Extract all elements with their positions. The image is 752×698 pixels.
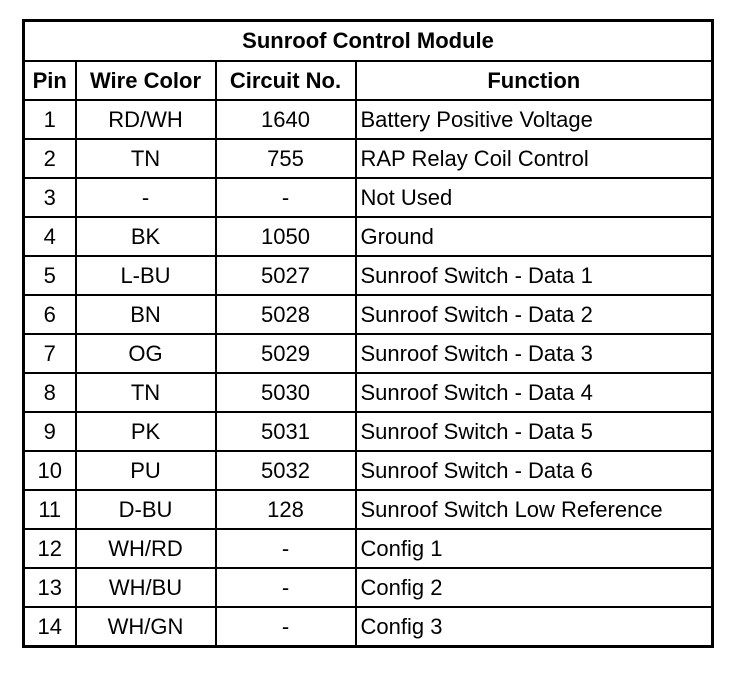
pin-cell: 12 (24, 529, 76, 568)
function-cell: Ground (356, 217, 713, 256)
header-circuit-no: Circuit No. (216, 61, 356, 100)
pin-cell: 7 (24, 334, 76, 373)
circuit-number-cell: 5029 (216, 334, 356, 373)
pin-cell: 9 (24, 412, 76, 451)
table-row (24, 178, 713, 217)
function-cell: Sunroof Switch - Data 1 (356, 256, 713, 295)
function-cell: Sunroof Switch - Data 3 (356, 334, 713, 373)
circuit-number-cell: - (216, 607, 356, 647)
pin-cell: 3 (24, 178, 76, 217)
circuit-number-cell: 5031 (216, 412, 356, 451)
table-row (24, 412, 713, 451)
function-cell: Config 1 (356, 529, 713, 568)
table-row (24, 139, 713, 178)
function-cell: Sunroof Switch Low Reference (356, 490, 713, 529)
wire-color-cell: WH/RD (76, 529, 216, 568)
table-row (24, 295, 713, 334)
table-row (24, 529, 713, 568)
function-cell: RAP Relay Coil Control (356, 139, 713, 178)
pin-cell: 14 (24, 607, 76, 647)
function-cell: Sunroof Switch - Data 4 (356, 373, 713, 412)
header-pin: Pin (24, 61, 76, 100)
circuit-number-cell: - (216, 568, 356, 607)
function-cell: Sunroof Switch - Data 2 (356, 295, 713, 334)
table-title: Sunroof Control Module (24, 21, 713, 62)
table-row (24, 100, 713, 139)
pin-cell: 8 (24, 373, 76, 412)
header-function: Function (356, 61, 713, 100)
pin-cell: 1 (24, 100, 76, 139)
header-row (24, 61, 713, 100)
header-wire-color: Wire Color (76, 61, 216, 100)
pin-cell: 4 (24, 217, 76, 256)
wire-color-cell: BN (76, 295, 216, 334)
pin-cell: 13 (24, 568, 76, 607)
function-cell: Config 2 (356, 568, 713, 607)
pin-cell: 11 (24, 490, 76, 529)
function-cell: Sunroof Switch - Data 5 (356, 412, 713, 451)
function-cell: Battery Positive Voltage (356, 100, 713, 139)
title-row (24, 21, 713, 62)
table-row (24, 334, 713, 373)
circuit-number-cell: 1640 (216, 100, 356, 139)
wire-color-cell: D-BU (76, 490, 216, 529)
table-body (24, 100, 713, 647)
pin-cell: 5 (24, 256, 76, 295)
pin-cell: 2 (24, 139, 76, 178)
wire-color-cell: PU (76, 451, 216, 490)
table-row (24, 607, 713, 647)
function-cell: Config 3 (356, 607, 713, 647)
circuit-number-cell: 5032 (216, 451, 356, 490)
connector-pinout-table (22, 19, 714, 648)
function-cell: Sunroof Switch - Data 6 (356, 451, 713, 490)
connector-table-wrapper (22, 19, 714, 648)
wire-color-cell: L-BU (76, 256, 216, 295)
wire-color-cell: PK (76, 412, 216, 451)
wire-color-cell: TN (76, 373, 216, 412)
pin-cell: 6 (24, 295, 76, 334)
table-row (24, 373, 713, 412)
wire-color-cell: RD/WH (76, 100, 216, 139)
table-row (24, 451, 713, 490)
circuit-number-cell: - (216, 529, 356, 568)
circuit-number-cell: 755 (216, 139, 356, 178)
wire-color-cell: OG (76, 334, 216, 373)
wire-color-cell: TN (76, 139, 216, 178)
circuit-number-cell: 5028 (216, 295, 356, 334)
circuit-number-cell: 5030 (216, 373, 356, 412)
circuit-number-cell: - (216, 178, 356, 217)
wire-color-cell: - (76, 178, 216, 217)
pin-cell: 10 (24, 451, 76, 490)
table-row (24, 568, 713, 607)
circuit-number-cell: 128 (216, 490, 356, 529)
table-row (24, 490, 713, 529)
wire-color-cell: BK (76, 217, 216, 256)
wire-color-cell: WH/BU (76, 568, 216, 607)
table-row (24, 256, 713, 295)
table-row (24, 217, 713, 256)
circuit-number-cell: 5027 (216, 256, 356, 295)
wire-color-cell: WH/GN (76, 607, 216, 647)
function-cell: Not Used (356, 178, 713, 217)
circuit-number-cell: 1050 (216, 217, 356, 256)
